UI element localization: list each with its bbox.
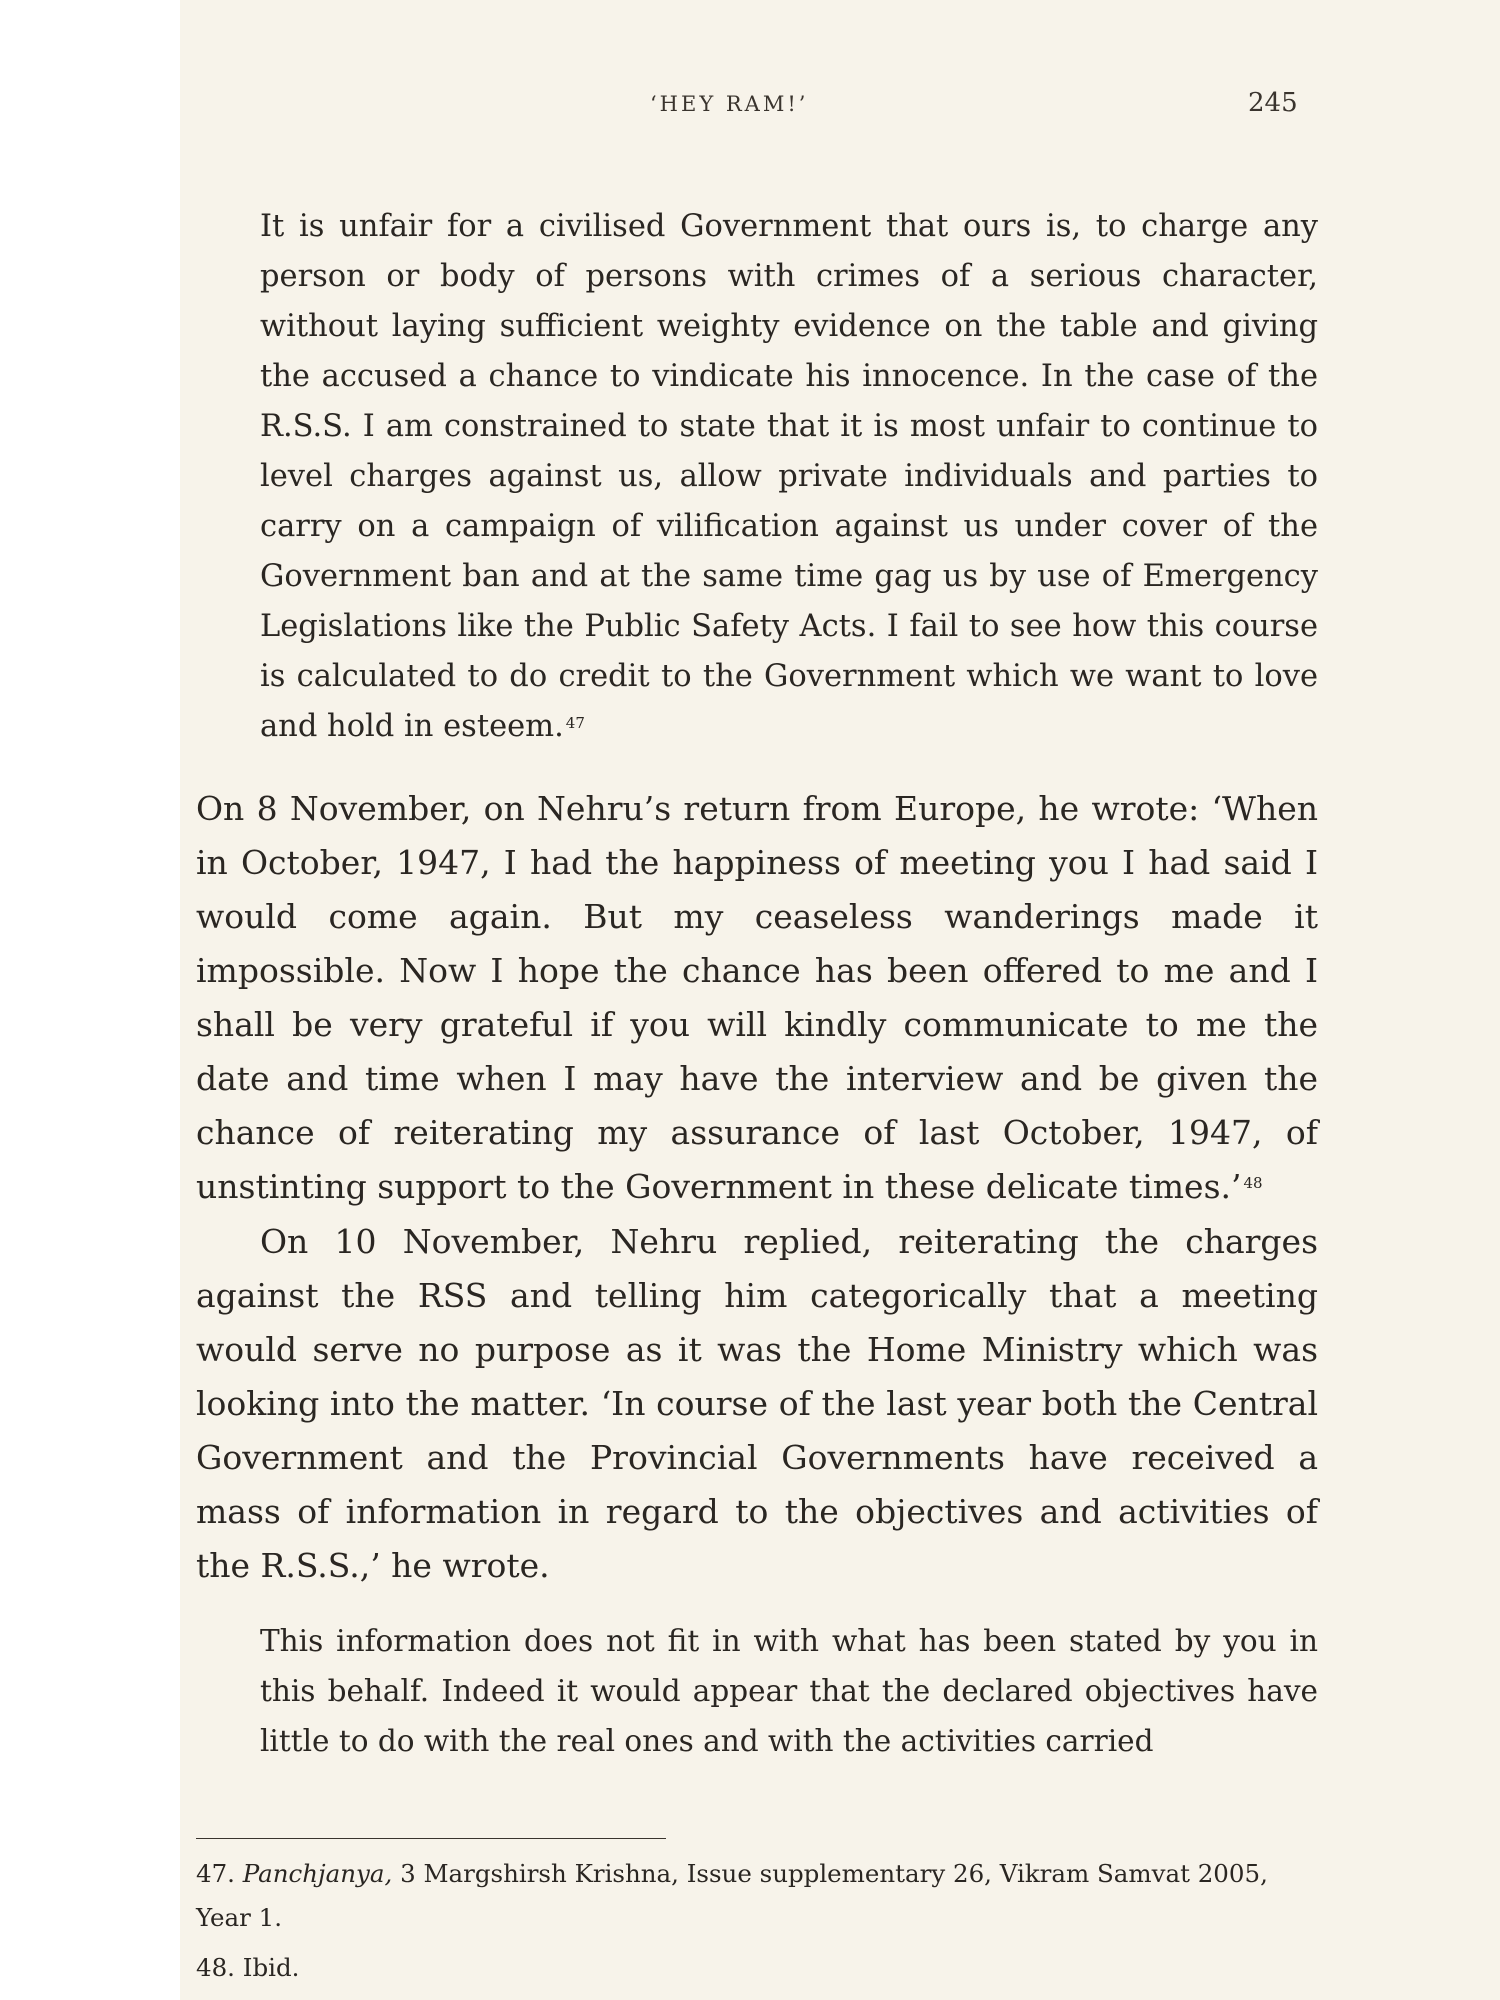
footnote-ref-48: 48 (1243, 1174, 1263, 1192)
running-head: ‘HEY RAM!’ (650, 92, 809, 116)
footnote-text: Ibid. (242, 1953, 300, 1982)
footnotes (196, 1852, 1318, 1990)
footnote-title: Panchjanya, (242, 1859, 393, 1888)
page-number: 245 (1248, 88, 1298, 118)
body-paragraph-1 (196, 782, 1318, 1214)
scan-margin (0, 0, 180, 2000)
footnote-number: 47. (196, 1859, 235, 1888)
footnote-48 (196, 1946, 1318, 1990)
body-paragraph-1-text: On 8 November, on Nehru’s return from Europe, he wrote: ‘When in October, 1947, I had the happiness of meeting you I had said I would come again. But my ceaseless wanderings made it impossible. Now I hope the chance has been offered to me and I shall be very grateful if you will kindly communicate to me the date and time when I may have the interview and be given the chance of reiterating my assurance of last October, 1947, of unstinting support to the Government in these delicate times.’ (196, 789, 1318, 1206)
footnote-text: 3 Margshirsh Krishna, Issue supplementary 26, Vikram Samvat 2005, Year 1. (196, 1859, 1268, 1932)
body-paragraph-2: On 10 November, Nehru replied, reiterating the charges against the RSS and telling him categorically that a meeting would serve no purpose as it was the Home Ministry which was looking into the matter. ‘In course of the last year both the Central Government and the Provincial Governments have received a mass of information in regard to the objectives and activities of the R.S.S.,’ he wrote. (196, 1222, 1318, 1585)
block-quote-1 (260, 202, 1318, 752)
footnote-ref-47: 47 (565, 714, 585, 732)
book-page (180, 0, 1500, 2000)
block-quote-1-text: It is unfair for a civilised Government that ours is, to charge any person or body of persons with crimes of a serious character, without laying sufficient weighty evidence on the table and giving the accused a chance to vindicate his innocence. In the case of the R.S.S. I am constrained to state that it is most unfair to continue to level charges against us, allow private individuals and parties to carry on a campaign of vilification against us under cover of the Government ban and at the same time gag us by use of Emergency Legislations like the Public Safety Acts. I fail to see how this course is calculated to do credit to the Government which we want to love and hold in esteem. (260, 209, 1318, 744)
footnote-number: 48. (196, 1953, 235, 1982)
footnote-divider (196, 1838, 666, 1839)
footnote-47 (196, 1852, 1318, 1940)
block-quote-2: This information does not fit in with what has been stated by you in this behalf. Indeed it would appear that the declared objectives have little to do with the real ones and with the activities carried (260, 1624, 1318, 1758)
